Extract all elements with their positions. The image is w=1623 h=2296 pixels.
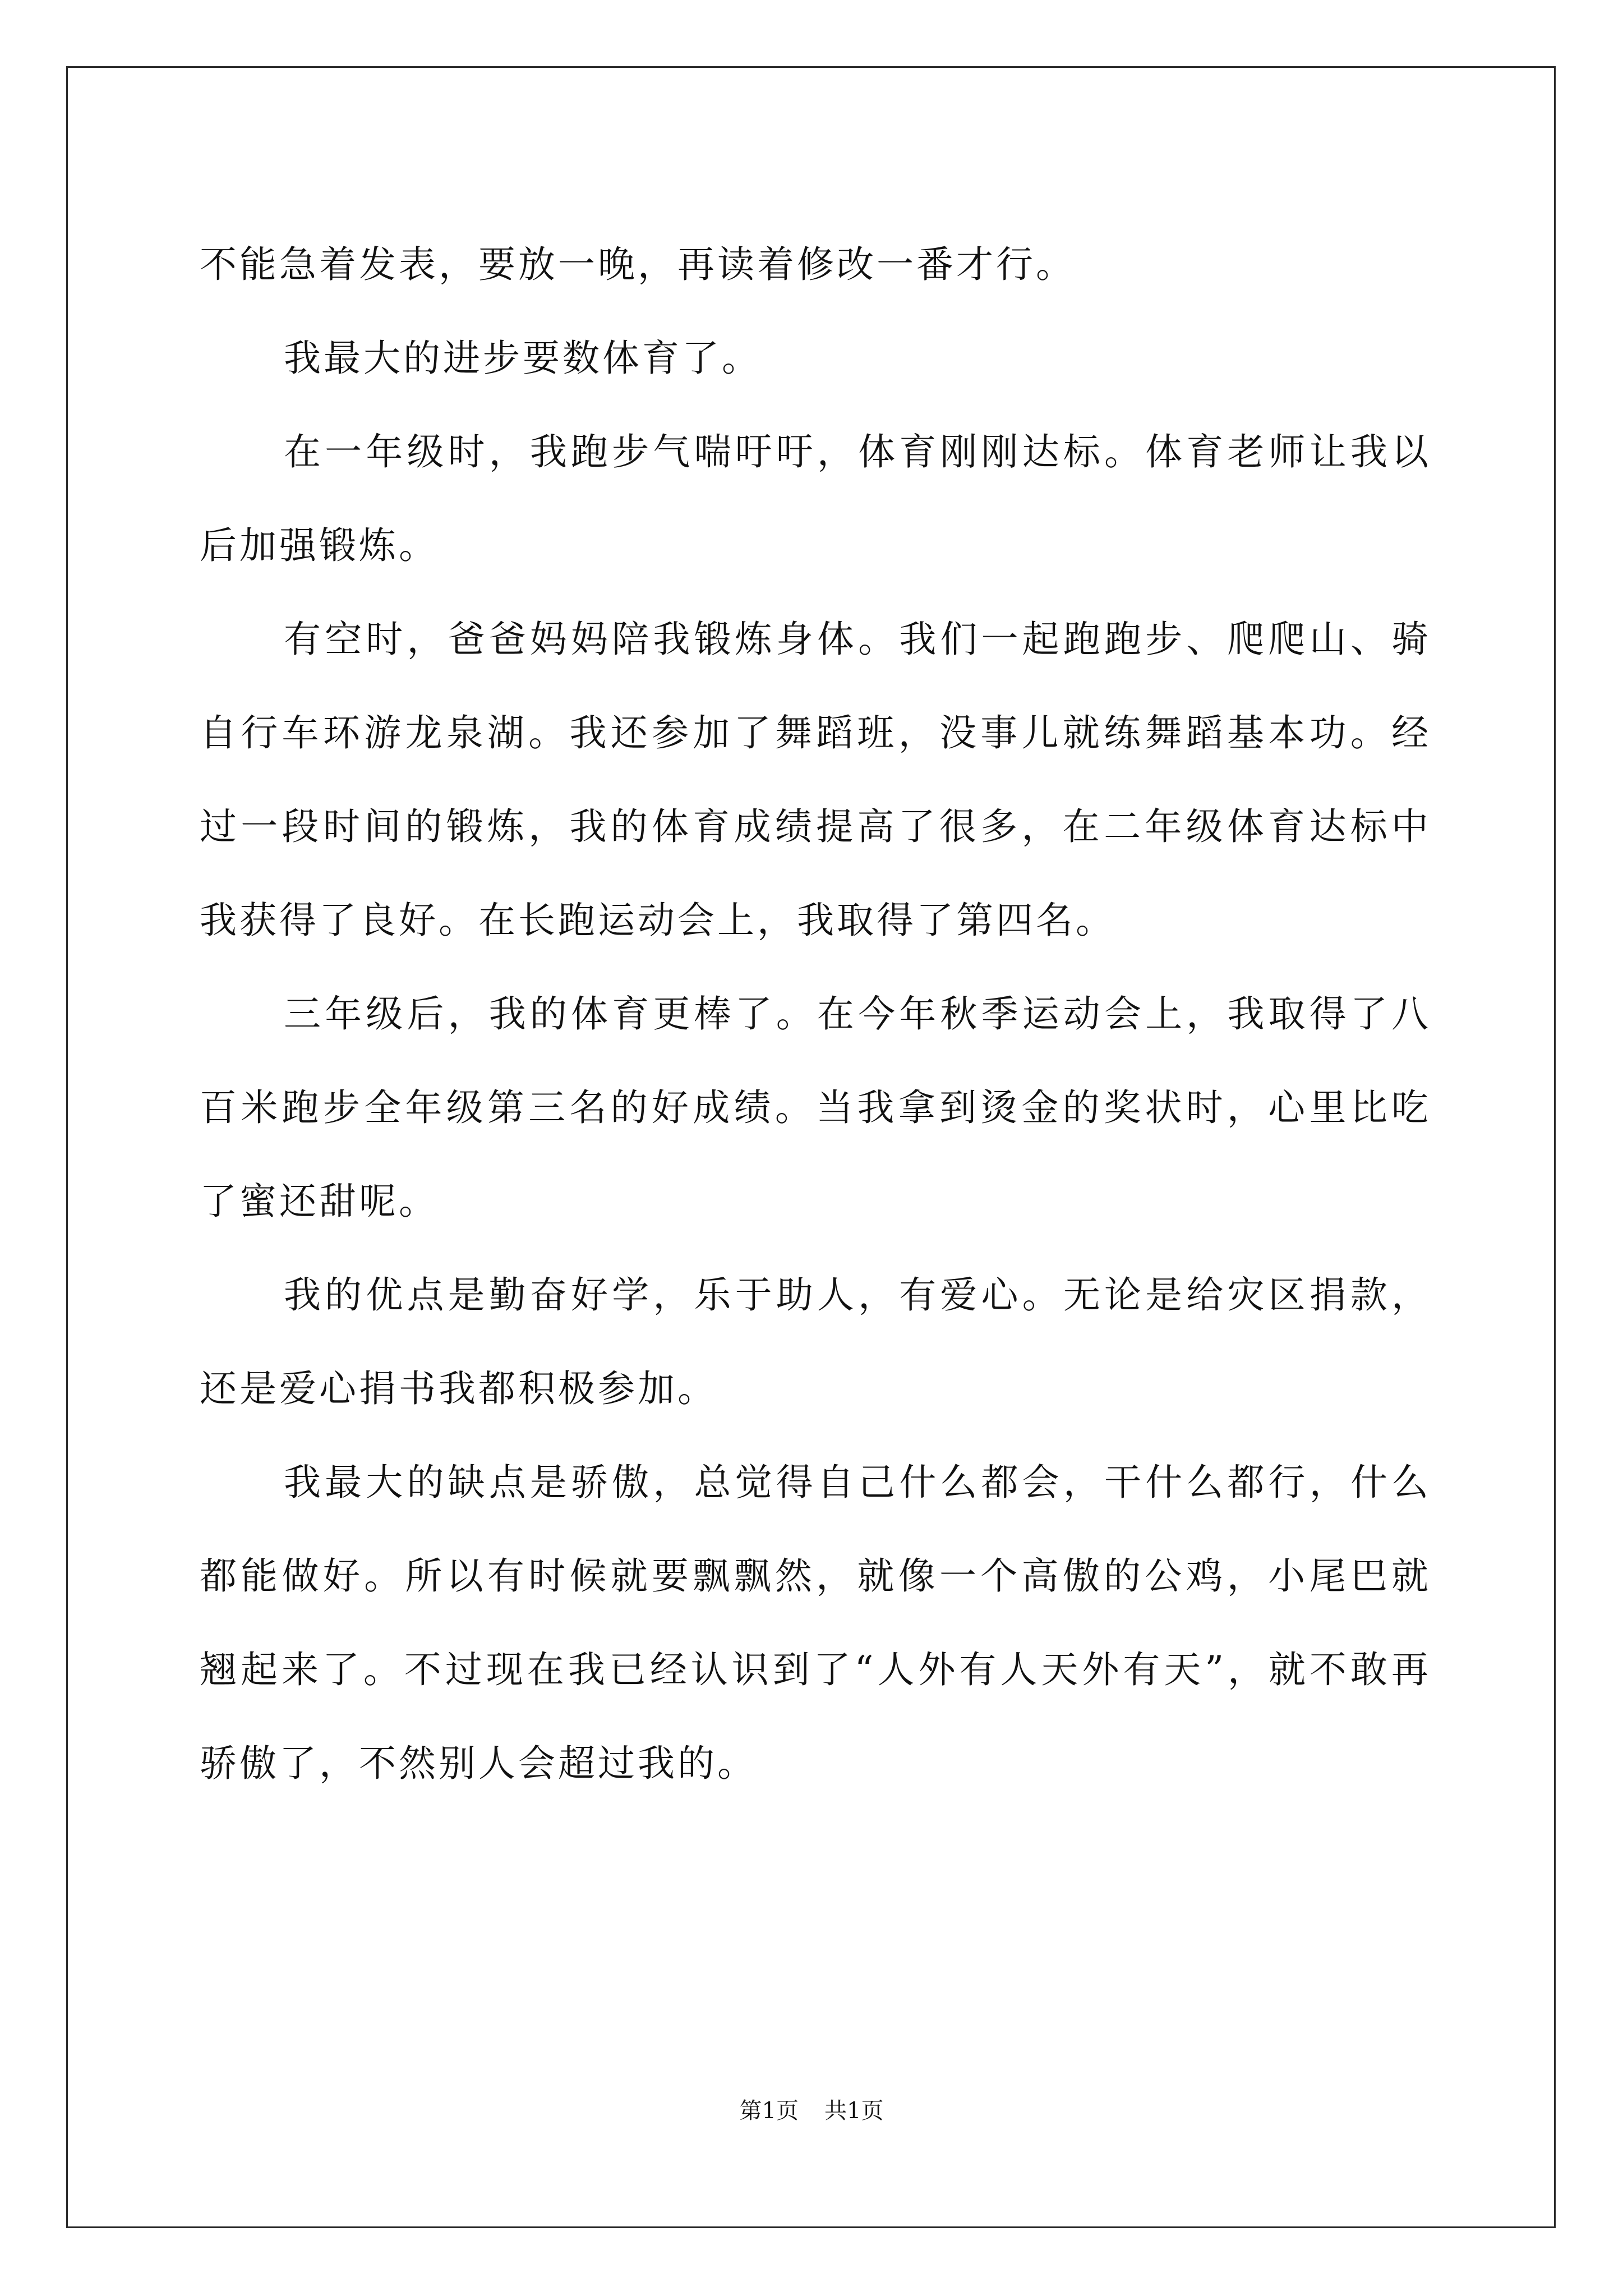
paragraph: 我最大的进步要数体育了。	[284, 337, 762, 380]
page-number-total: 共1页	[824, 2098, 884, 2124]
paragraph: 有空时，爸爸妈妈陪我锻炼身体。我们一起跑跑步、爬爬山、骑自行车环游龙泉湖。我还参加了舞蹈班，没事儿就练舞蹈基本功。经过一段时间的锻炼，我的体育成绩提高了很多，在二年级体育达标中我获得了良好。在长跑运动会上，我取得了第四名。	[200, 618, 1431, 942]
document-body	[200, 218, 1431, 1810]
page-footer	[0, 2094, 1623, 2128]
paragraph: 不能急着发表，要放一晚，再读着修改一番才行。	[200, 243, 1076, 286]
page-number-current: 第1页	[739, 2098, 799, 2124]
paragraph: 在一年级时，我跑步气喘吁吁，体育刚刚达标。体育老师让我以后加强锻炼。	[200, 430, 1431, 567]
paragraph: 我的优点是勤奋好学，乐于助人，有爱心。无论是给灾区捐款，还是爱心捐书我都积极参加。	[200, 1273, 1431, 1410]
paragraph: 我最大的缺点是骄傲，总觉得自己什么都会，干什么都行，什么都能做好。所以有时候就要飘飘然，就像一个高傲的公鸡，小尾巴就翘起来了。不过现在我已经认识到了“人外有人天外有天”，就不敢再骄傲了，不然别人会超过我的。	[200, 1461, 1431, 1785]
paragraph: 三年级后，我的体育更棒了。在今年秋季运动会上，我取得了八百米跑步全年级第三名的好成绩。当我拿到烫金的奖状时，心里比吃了蜜还甜呢。	[200, 992, 1431, 1223]
